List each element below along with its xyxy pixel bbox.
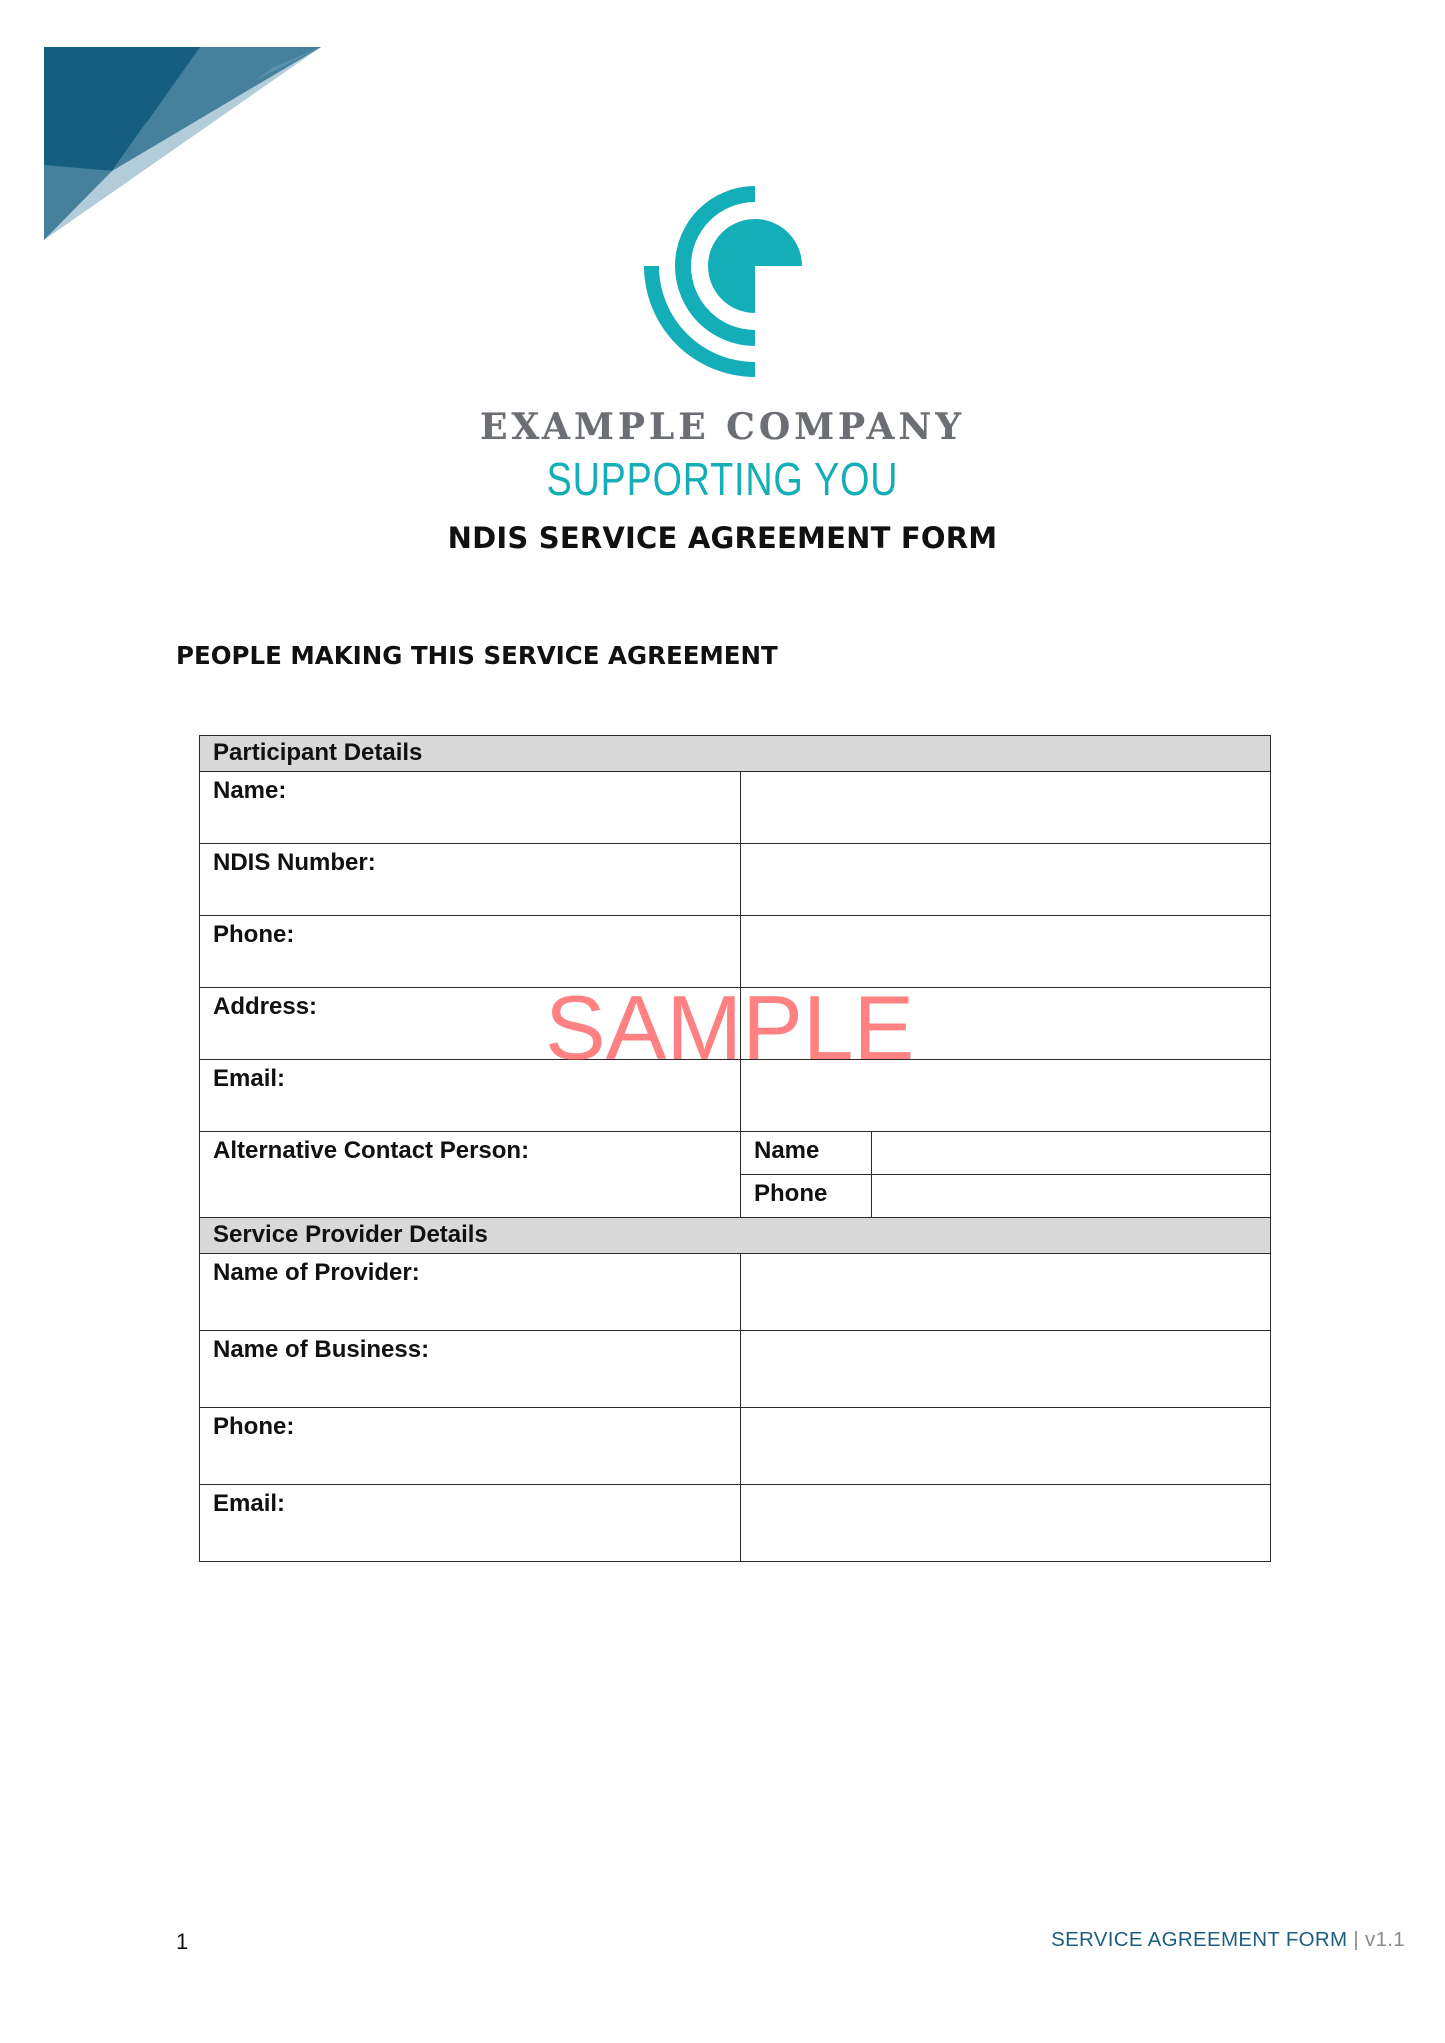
table-row [200,1060,1271,1132]
sample-watermark: SAMPLE [545,978,915,1079]
provider-name-field[interactable] [741,1254,1271,1331]
participant-details-header: Participant Details [200,736,1271,772]
footer-document-info [1051,1928,1405,1952]
footer-title: SERVICE AGREEMENT FORM [1051,1928,1348,1951]
provider-email-label: Email: [200,1485,741,1562]
participant-phone-field[interactable] [741,916,1271,988]
provider-business-name-field[interactable] [741,1331,1271,1408]
participant-name-label: Name: [200,772,741,844]
alternative-contact-phone-field[interactable] [872,1175,1271,1218]
table-row [200,1408,1271,1485]
participant-email-field[interactable] [741,1060,1271,1132]
participant-name-field[interactable] [741,772,1271,844]
table-row [200,1132,1271,1175]
participant-email-label: Email: [200,1060,741,1132]
provider-phone-field[interactable] [741,1408,1271,1485]
corner-triangles-decoration [0,0,340,260]
participant-ndis-number-label: NDIS Number: [200,844,741,916]
document-title: NDIS SERVICE AGREEMENT FORM [447,521,998,555]
table-row [200,988,1271,1060]
participant-address-label: Address: [200,988,741,1060]
table-row [200,772,1271,844]
alternative-contact-name-label: Name [741,1132,872,1175]
service-provider-details-header: Service Provider Details [200,1218,1271,1254]
section-heading: PEOPLE MAKING THIS SERVICE AGREEMENT [176,641,778,670]
service-agreement-table [199,735,1271,1562]
alternative-contact-name-field[interactable] [872,1132,1271,1175]
table-row [200,1485,1271,1562]
table-row [200,916,1271,988]
provider-email-field[interactable] [741,1485,1271,1562]
participant-phone-label: Phone: [200,916,741,988]
participant-address-field[interactable] [741,988,1271,1060]
provider-phone-label: Phone: [200,1408,741,1485]
footer-version: v1.1 [1365,1928,1405,1951]
table-row [200,1331,1271,1408]
provider-name-label: Name of Provider: [200,1254,741,1331]
footer-separator: | [1353,1928,1360,1951]
alternative-contact-phone-label: Phone [741,1175,872,1218]
company-tagline: SUPPORTING YOU [546,453,899,505]
table-row [200,1254,1271,1331]
page-number: 1 [176,1929,189,1954]
provider-business-name-label: Name of Business: [200,1331,741,1408]
alternative-contact-label: Alternative Contact Person: [200,1132,741,1218]
company-logo-icon [630,170,820,390]
participant-ndis-number-field[interactable] [741,844,1271,916]
company-name: EXAMPLE COMPANY [479,406,966,448]
table-row [200,844,1271,916]
